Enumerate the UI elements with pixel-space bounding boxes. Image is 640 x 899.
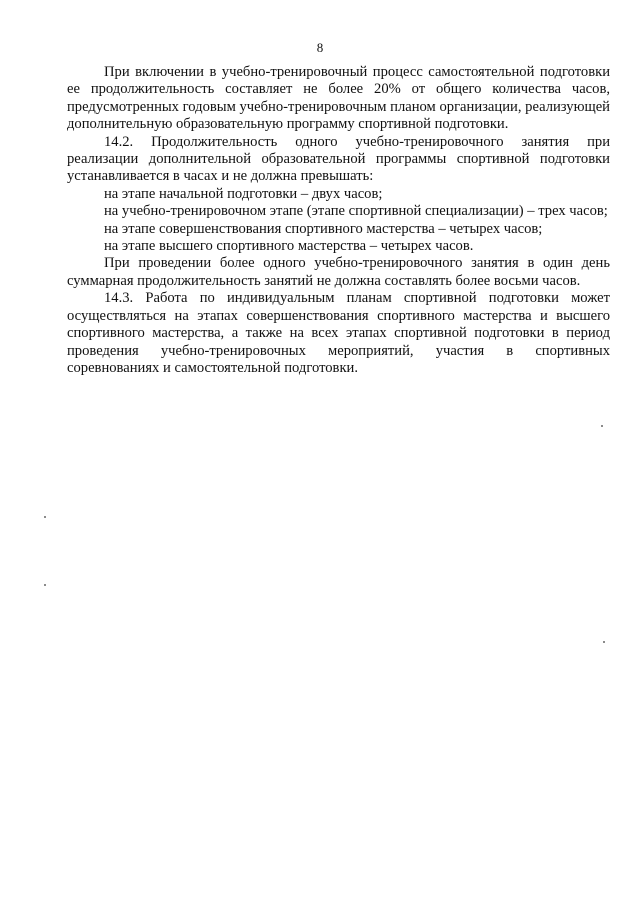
scan-speck	[601, 425, 603, 427]
document-body	[67, 64, 610, 377]
scan-speck	[603, 641, 605, 643]
item-higher-mastery-stage: на этапе высшего спортивного мастерства – четырех часов.	[104, 238, 474, 255]
paragraph-multiple-sessions: При проведении более одного учебно-тренировочного занятия в один день суммарная продолжительность занятий не должна составлять более восьми часов.	[67, 255, 610, 289]
item-improvement-stage: на этапе совершенствования спортивного мастерства – четырех часов;	[104, 220, 543, 237]
paragraph-14-3: 14.3. Работа по индивидуальным планам спортивной подготовки может осуществляться на этапах совершенствования спортивного мастерства и высшего спортивного мастерства, а также на всех этапах спортивной подготовки в период проведения учебно-тренировочных мероприятий, участия в спортивных соревнованиях и самостоятельной подготовки.	[67, 290, 610, 376]
scan-speck	[44, 584, 46, 586]
item-training-stage: на учебно-тренировочном этапе (этапе спортивной специализации) – трех часов;	[104, 203, 608, 220]
paragraph-self-training: При включении в учебно-тренировочный процесс самостоятельной подготовки ее продолжительность составляет не более 20% от общего количества часов, предусмотренных годовым учебно-тренировочным планом организации, реализующей дополнительную образовательную программу спортивной подготовки.	[67, 64, 610, 133]
scan-speck	[44, 516, 46, 518]
page-number: 8	[316, 40, 324, 55]
paragraph-14-2: 14.2. Продолжительность одного учебно-тренировочного занятия при реализации дополнительной образовательной программы спортивной подготовки устанавливается в часах и не должна превышать:	[67, 133, 610, 185]
item-initial-stage: на этапе начальной подготовки – двух часов;	[104, 185, 383, 202]
